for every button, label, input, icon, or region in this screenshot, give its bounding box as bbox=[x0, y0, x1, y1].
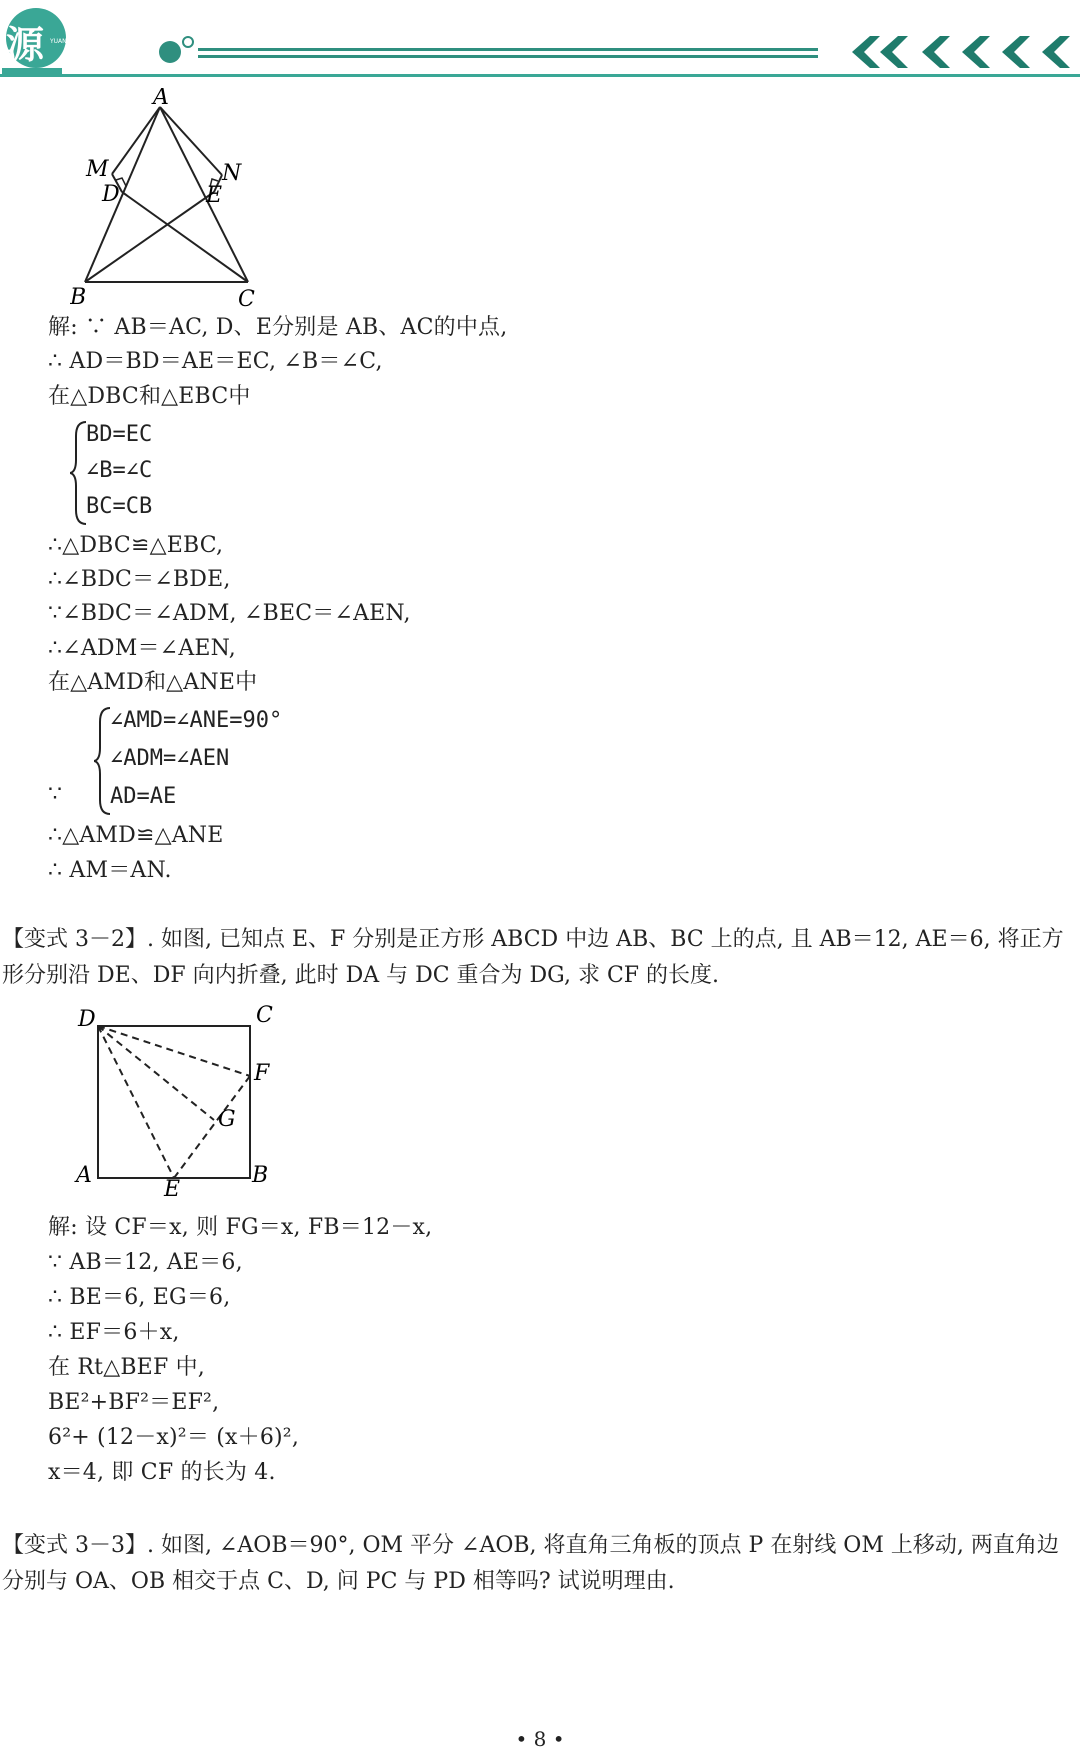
label-A2: A bbox=[76, 1163, 92, 1188]
brace1-line-3: BC=CB bbox=[86, 494, 153, 519]
triangle-diagram bbox=[70, 88, 270, 308]
header-dot-small bbox=[183, 37, 193, 47]
brace-system-2 bbox=[46, 704, 346, 820]
solution1-line-4: ∴△DBC≌△EBC, bbox=[48, 533, 224, 558]
solution2-line-3: ∴ BE＝6, EG＝6, bbox=[48, 1285, 231, 1310]
brace2-line-1: ∠AMD=∠ANE=90° bbox=[110, 708, 283, 733]
solution1-line-10: ∴ AM＝AN. bbox=[48, 858, 172, 883]
header-chevrons bbox=[852, 36, 1070, 68]
label-A: A bbox=[153, 88, 169, 110]
segment-DE bbox=[98, 1026, 174, 1178]
square-ABCD bbox=[98, 1026, 250, 1178]
figure-triangle bbox=[70, 88, 270, 308]
solution1-line-6: ∵∠BDC＝∠ADM, ∠BEC＝∠AEN, bbox=[48, 601, 411, 626]
segment-CD bbox=[122, 192, 248, 282]
header-decoration bbox=[0, 0, 1080, 84]
label-C: C bbox=[238, 287, 255, 308]
brace1-line-2: ∠B=∠C bbox=[86, 458, 153, 483]
solution1-line-5: ∴∠BDC＝∠BDE, bbox=[48, 567, 231, 592]
solution1-line-7: ∴∠ADM＝∠AEN, bbox=[48, 636, 236, 661]
solution2-line-7: 6²+ (12－x)²＝ (x＋6)², bbox=[48, 1425, 300, 1450]
label-D: D bbox=[102, 182, 120, 207]
logo-small-text: YUAN bbox=[50, 38, 67, 45]
solution1-line-2: ∴ AD＝BD＝AE＝EC, ∠B＝∠C, bbox=[48, 349, 383, 374]
brace2-line-2: ∠ADM=∠AEN bbox=[110, 746, 230, 771]
label-E2: E bbox=[164, 1177, 181, 1202]
solution2-line-1: 解: 设 CF＝x, 则 FG＝x, FB＝12－x, bbox=[48, 1215, 433, 1240]
header-rule-top bbox=[198, 48, 818, 51]
label-N: N bbox=[222, 161, 242, 186]
square-diagram bbox=[72, 1000, 292, 1210]
label-M: M bbox=[86, 157, 109, 182]
solution1-line-3: 在△DBC和△EBC中 bbox=[48, 384, 251, 409]
brace-system-1 bbox=[70, 418, 270, 528]
solution2-line-6: BE²+BF²＝EF², bbox=[48, 1390, 220, 1415]
segment-DF bbox=[98, 1026, 250, 1076]
header-rule-bottom bbox=[0, 74, 1080, 77]
label-B: B bbox=[70, 285, 87, 308]
brace2-line-3: AD=AE bbox=[110, 784, 177, 809]
page-header bbox=[0, 0, 1080, 84]
problem-3-3-text: 【变式 3－3】. 如图, ∠AOB＝90°, OM 平分 ∠AOB, 将直角三角板的顶点 P 在射线 OM 上移动, 两直角边分别与 OA、OB 相交于点 C、D, 问 PC 与 PD 相等吗? 试说明理由. bbox=[2, 1533, 1059, 1594]
segment-AN bbox=[160, 107, 222, 175]
because-symbol: ∵ bbox=[48, 782, 62, 807]
logo-character: 源 bbox=[6, 23, 45, 67]
segment-EF bbox=[174, 1076, 250, 1178]
page-number: • 8 • bbox=[515, 1727, 565, 1751]
solution1-line-9: ∴△AMD≌△ANE bbox=[48, 823, 224, 848]
solution2-line-5: 在 Rt△BEF 中, bbox=[48, 1355, 205, 1380]
solution2-line-4: ∴ EF＝6＋x, bbox=[48, 1320, 180, 1345]
solution1-line-1: 解: ∵ AB＝AC, D、E分别是 AB、AC的中点, bbox=[48, 315, 508, 340]
figure-square bbox=[72, 1000, 292, 1210]
problem-3-2-text: 【变式 3－2】. 如图, 已知点 E、F 分别是正方形 ABCD 中边 AB、BC 上的点, 且 AB＝12, AE＝6, 将正方形分别沿 DE、DF 向内折叠, 此时 DA 与 DC 重合为 DG, 求 CF 的长度. bbox=[2, 927, 1064, 988]
solution2-line-2: ∵ AB＝12, AE＝6, bbox=[48, 1250, 243, 1275]
segment-DG bbox=[98, 1026, 214, 1120]
header-dot-large bbox=[159, 41, 181, 63]
label-D2: D bbox=[78, 1007, 96, 1032]
label-F: F bbox=[254, 1061, 270, 1086]
brace1-line-1: BD=EC bbox=[86, 422, 153, 447]
label-E: E bbox=[206, 183, 223, 208]
segment-AC bbox=[160, 107, 248, 282]
solution1-line-8: 在△AMD和△ANE中 bbox=[48, 670, 258, 695]
label-B2: B bbox=[252, 1163, 269, 1188]
label-G: G bbox=[218, 1107, 236, 1132]
header-rule-mid bbox=[198, 55, 818, 58]
solution2-line-8: x＝4, 即 CF 的长为 4. bbox=[48, 1460, 276, 1485]
label-C2: C bbox=[256, 1003, 273, 1028]
